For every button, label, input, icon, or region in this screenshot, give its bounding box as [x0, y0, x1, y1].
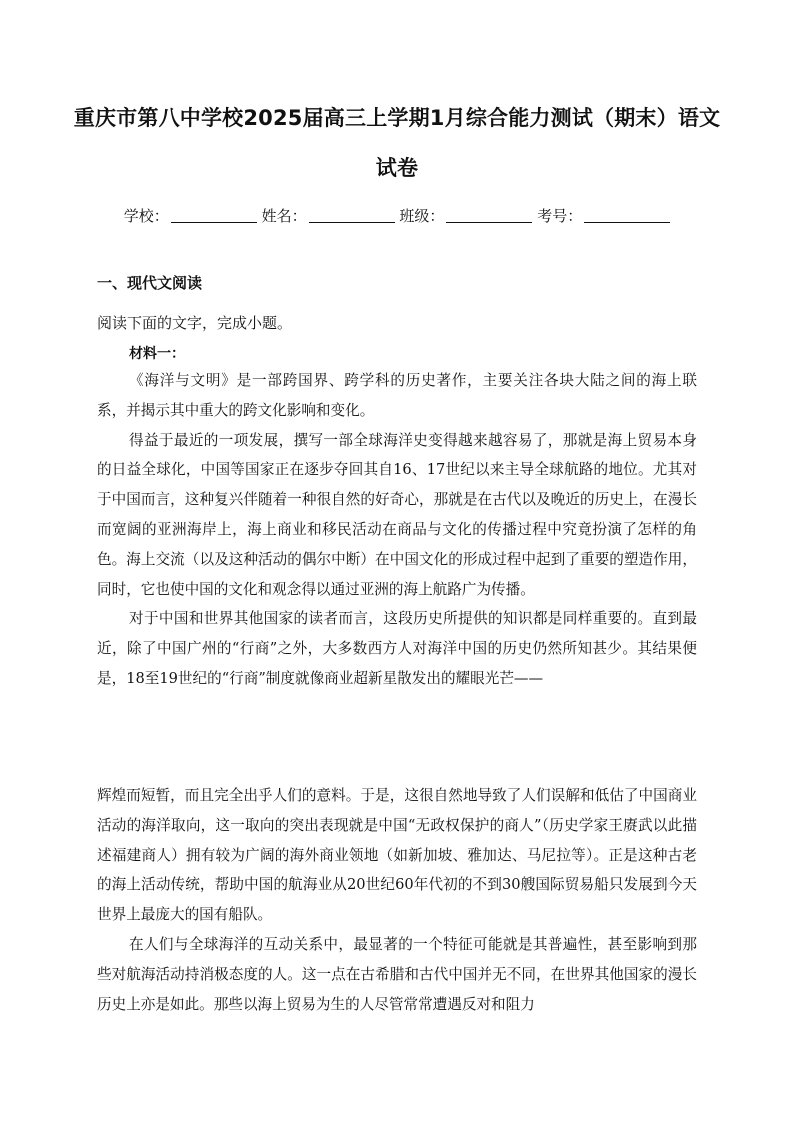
document-title-line-2: 试卷 [375, 156, 419, 180]
passage-paragraph: 在人们与全球海洋的互动关系中，最显著的一个特征可能就是其普遍性，甚至影响到那些对航海活动持消极态度的人。这一点在古希腊和古代中国并无不同，在世界其他国家的漫长历史上亦是如此。那些以海上贸易为生的人尽管常常遭遇反对和阻力 [97, 935, 697, 1013]
passage-paragraph: 《海洋与文明》是一部跨国界、跨学科的历史著作，主要关注各块大陆之间的海上联系，并揭示其中重大的跨文化影响和变化。 [97, 372, 697, 419]
info-field-exam-number [537, 205, 670, 226]
blank-line-exam-number [584, 222, 670, 223]
info-label-exam-number: 考号： [537, 207, 583, 225]
section-heading: 一、现代文阅读 [97, 274, 203, 292]
info-field-name [262, 205, 395, 226]
blank-line-name [309, 222, 395, 223]
material-label: 材料一： [129, 346, 185, 362]
info-label-school: 学校： [123, 207, 169, 225]
info-label-name: 姓名： [261, 207, 307, 225]
student-info-row [0, 205, 794, 226]
blank-line-school [171, 222, 257, 223]
reading-instruction: 阅读下面的文字，完成小题。 [97, 314, 293, 332]
blank-line-class [446, 222, 532, 223]
info-label-class: 班级： [399, 207, 445, 225]
passage-paragraph: 得益于最近的一项发展，撰写一部全球海洋史变得越来越容易了，那就是海上贸易本身的日益全球化，中国等国家正在逐步夺回其自16、17世纪以来主导全球航路的地位。尤其对于中国而言，这种复兴伴随着一种很自然的好奇心，那就是在古代以及晚近的历史上，在漫长而宽阔的亚洲海岸上，海上商业和移民活动在商品与文化的传播过程中究竟扮演了怎样的角色。海上交流（以及这种活动的偶尔中断）在中国文化的形成过程中起到了重要的塑造作用，同时，它也使中国的文化和观念得以通过亚洲的海上航路广为传播。 [97, 431, 697, 598]
info-field-class [399, 205, 532, 226]
document-title-line-1: 重庆市第八中学校2025届高三上学期1月综合能力测试（期末）语文 [73, 106, 721, 130]
passage-block-1 [97, 366, 697, 694]
passage-block-2 [97, 781, 697, 1019]
info-field-school [124, 205, 257, 226]
passage-paragraph: 对于中国和世界其他国家的读者而言，这段历史所提供的知识都是同样重要的。直到最近，除了中国广州的“行商”之外，大多数西方人对海洋中国的历史仍然所知甚少。其结果便是，18至19世纪的“行商”制度就像商业超新星散发出的耀眼光芒—— [97, 610, 697, 687]
passage-paragraph: 辉煌而短暂，而且完全出乎人们的意料。于是，这很自然地导致了人们误解和低估了中国商业活动的海洋取向，这一取向的突出表现就是中国“无政权保护的商人”（历史学家王赓武以此描述福建商人）拥有较为广阔的海外商业领地（如新加坡、雅加达、马尼拉等）。正是这种古老的海上活动传统，帮助中国的航海业从20世纪60年代初的不到30艘国际贸易船只发展到今天世界上最庞大的国有船队。 [97, 787, 697, 924]
